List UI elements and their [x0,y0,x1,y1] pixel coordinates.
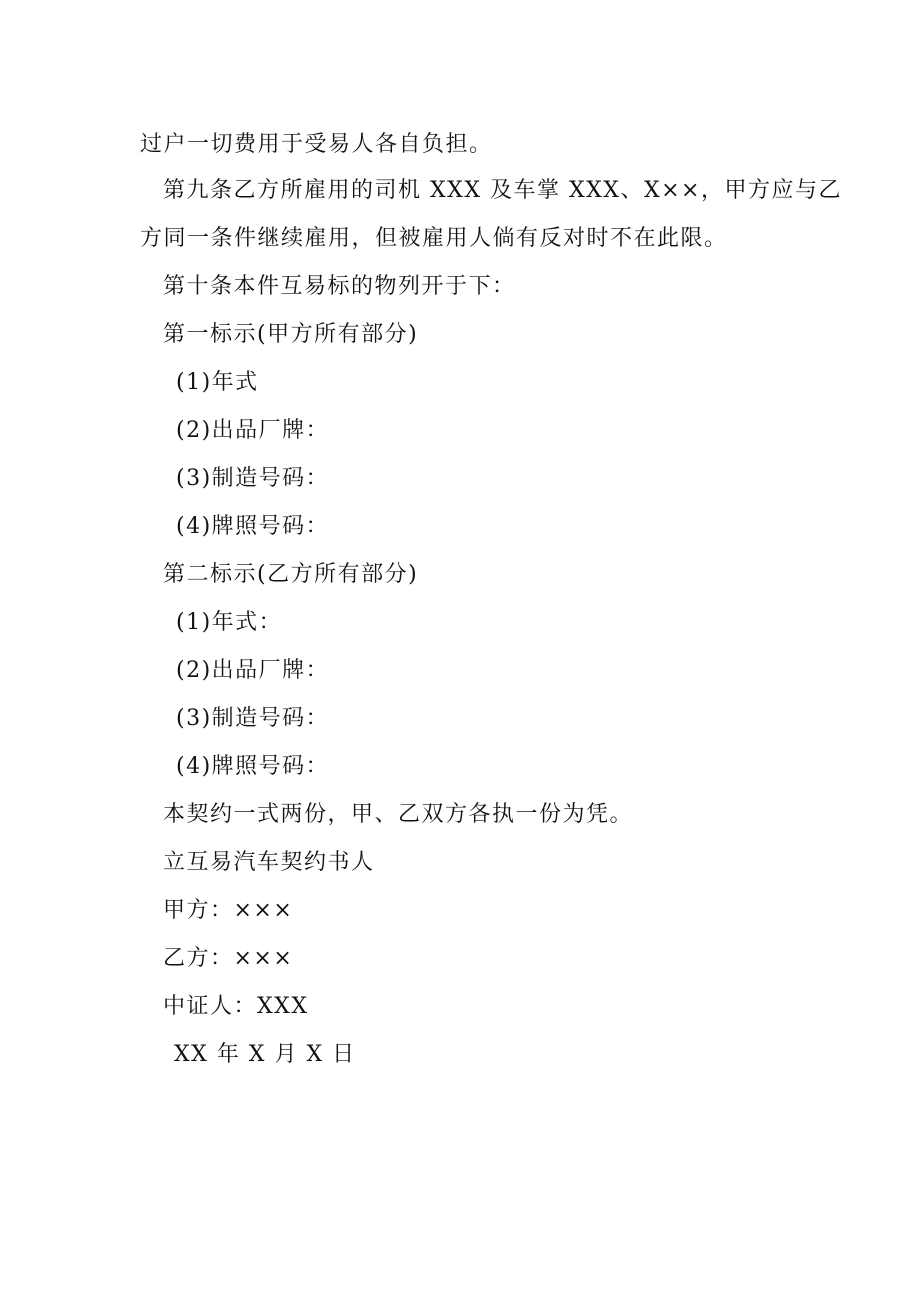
second-listing-item-brand: (2)出品厂牌： [176,658,330,683]
article-ten-line: 第十条本件互易标的物列开于下： [163,274,516,299]
first-listing-item-serial: (3)制造号码： [176,466,330,491]
witness-signature: 中证人：XXX [163,994,309,1019]
party-a-signature: 甲方：××× [163,898,294,923]
date-line: XX 年 X 月 X 日 [174,1042,356,1067]
second-listing-item-serial: (3)制造号码： [176,706,330,731]
first-listing-item-plate: (4)牌照号码： [176,514,330,539]
article-nine-line: 第九条乙方所雇用的司机 XXX 及车掌 XXX、X××，甲方应与乙 [163,178,842,203]
second-listing-item-year: (1)年式： [176,610,283,635]
paragraph-line: 过户一切费用于受易人各自负担。 [140,132,493,157]
signatories-heading: 立互易汽车契约书人 [163,850,375,875]
second-listing-item-plate: (4)牌照号码： [176,754,330,779]
first-listing-item-brand: (2)出品厂牌： [176,418,330,443]
first-listing-item-year: (1)年式 [176,370,259,395]
party-b-signature: 乙方：××× [163,946,294,971]
first-listing-heading: 第一标示(甲方所有部分) [163,322,419,347]
copies-clause: 本契约一式两份，甲、乙双方各执一份为凭。 [163,802,634,827]
article-nine-continuation: 方同一条件继续雇用，但被雇用人倘有反对时不在此限。 [140,226,728,251]
second-listing-heading: 第二标示(乙方所有部分) [163,562,419,587]
